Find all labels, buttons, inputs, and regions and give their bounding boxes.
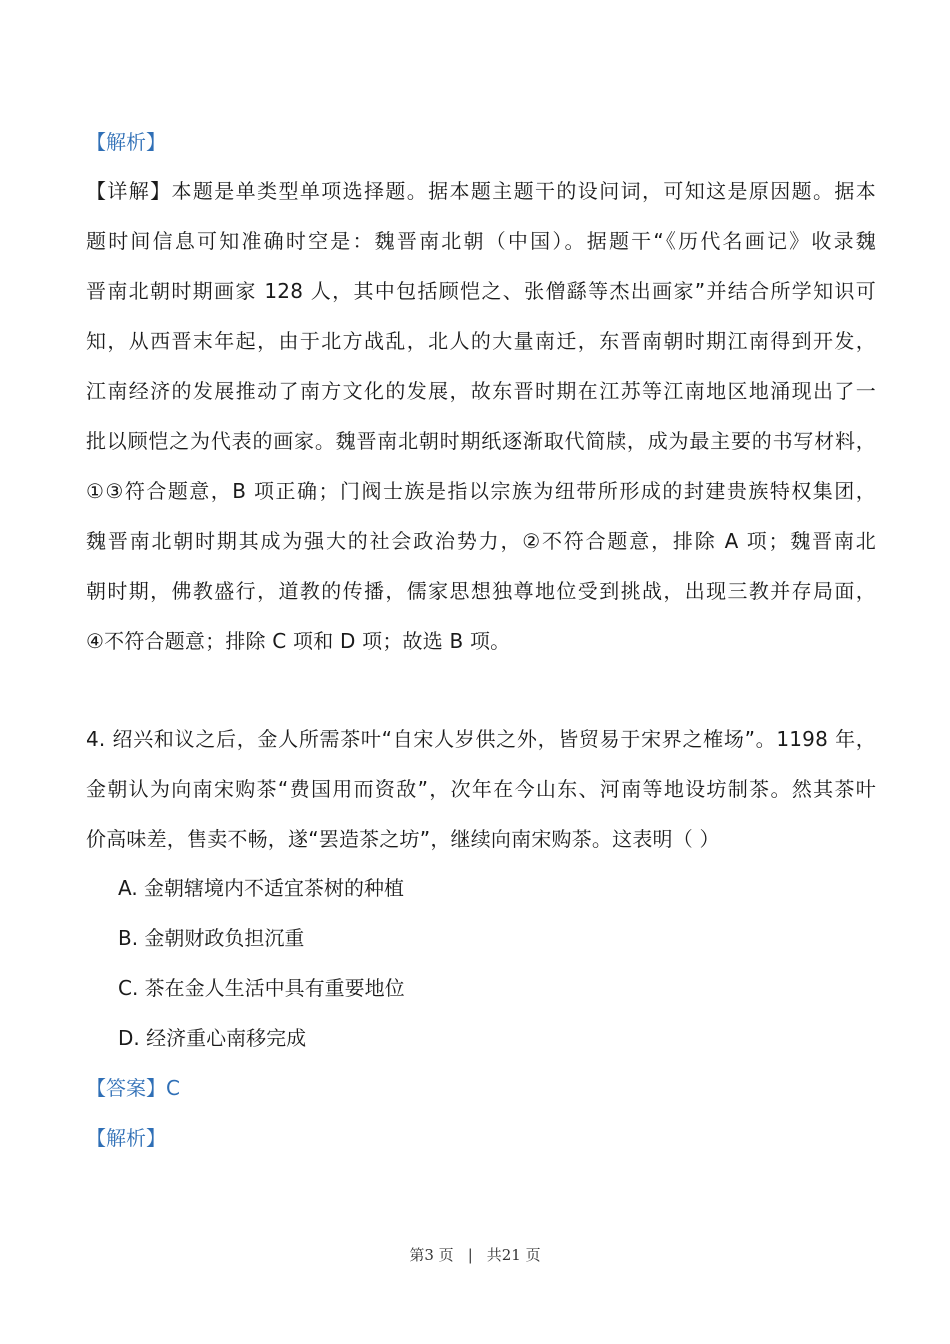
option-c: C. 茶在金人生活中具有重要地位 bbox=[118, 976, 405, 1000]
detail-line: 朝时期，佛教盛行，道教的传播，儒家思想独尊地位受到挑战，出现三教并存局面， bbox=[86, 579, 876, 603]
answer-label: 【答案】 bbox=[86, 1076, 166, 1100]
detail-line: 批以顾恺之为代表的画家。魏晋南北朝时期纸逐渐取代简牍，成为最主要的书写材料， bbox=[86, 429, 876, 453]
analysis-heading: 【解析】 bbox=[86, 130, 166, 154]
footer-separator: | bbox=[467, 1246, 473, 1264]
detail-paragraph bbox=[86, 166, 876, 666]
detail-line: ①③符合题意，B 项正确；门阀士族是指以宗族为纽带所形成的封建贵族特权集团， bbox=[86, 479, 876, 503]
page-number-total: 共21 页 bbox=[486, 1246, 541, 1264]
answer-line bbox=[86, 1074, 180, 1102]
question-stem-line: 金朝认为向南宋购茶“费国用而资敌”，次年在今山东、河南等地设坊制茶。然其茶叶 bbox=[86, 777, 876, 801]
question-stem-line: 价高味差，售卖不畅，遂“罢造茶之坊”，继续向南宋购茶。这表明（ ） bbox=[86, 827, 720, 851]
analysis-heading-2: 【解析】 bbox=[86, 1126, 166, 1150]
page-footer bbox=[0, 1244, 950, 1265]
detail-line: 晋南北朝时期画家 128 人，其中包括顾恺之、张僧繇等杰出画家”并结合所学知识可 bbox=[86, 279, 876, 303]
page-number-current: 第3 页 bbox=[409, 1246, 454, 1264]
detail-line: 【详解】本题是单类型单项选择题。据本题主题干的设问词，可知这是原因题。据本 bbox=[86, 179, 876, 203]
question-stem-line: 4. 绍兴和议之后，金人所需茶叶“自宋人岁供之外，皆贸易于宋界之榷场”。1198 年， bbox=[86, 727, 876, 751]
answer-value: C bbox=[166, 1076, 180, 1100]
detail-line: ④不符合题意；排除 C 项和 D 项；故选 B 项。 bbox=[86, 629, 511, 653]
option-a: A. 金朝辖境内不适宜茶树的种植 bbox=[118, 876, 405, 900]
detail-line: 知，从西晋末年起，由于北方战乱，北人的大量南迁，东晋南朝时期江南得到开发， bbox=[86, 329, 876, 353]
detail-line: 江南经济的发展推动了南方文化的发展，故东晋时期在江苏等江南地区地涌现出了一 bbox=[86, 379, 876, 403]
detail-line: 题时间信息可知准确时空是：魏晋南北朝（中国）。据题干“《历代名画记》收录魏 bbox=[86, 229, 876, 253]
option-d: D. 经济重心南移完成 bbox=[118, 1026, 307, 1050]
option-b: B. 金朝财政负担沉重 bbox=[118, 926, 305, 950]
question-4-stem bbox=[86, 714, 876, 864]
detail-line: 魏晋南北朝时期其成为强大的社会政治势力，②不符合题意，排除 A 项；魏晋南北 bbox=[86, 529, 876, 553]
